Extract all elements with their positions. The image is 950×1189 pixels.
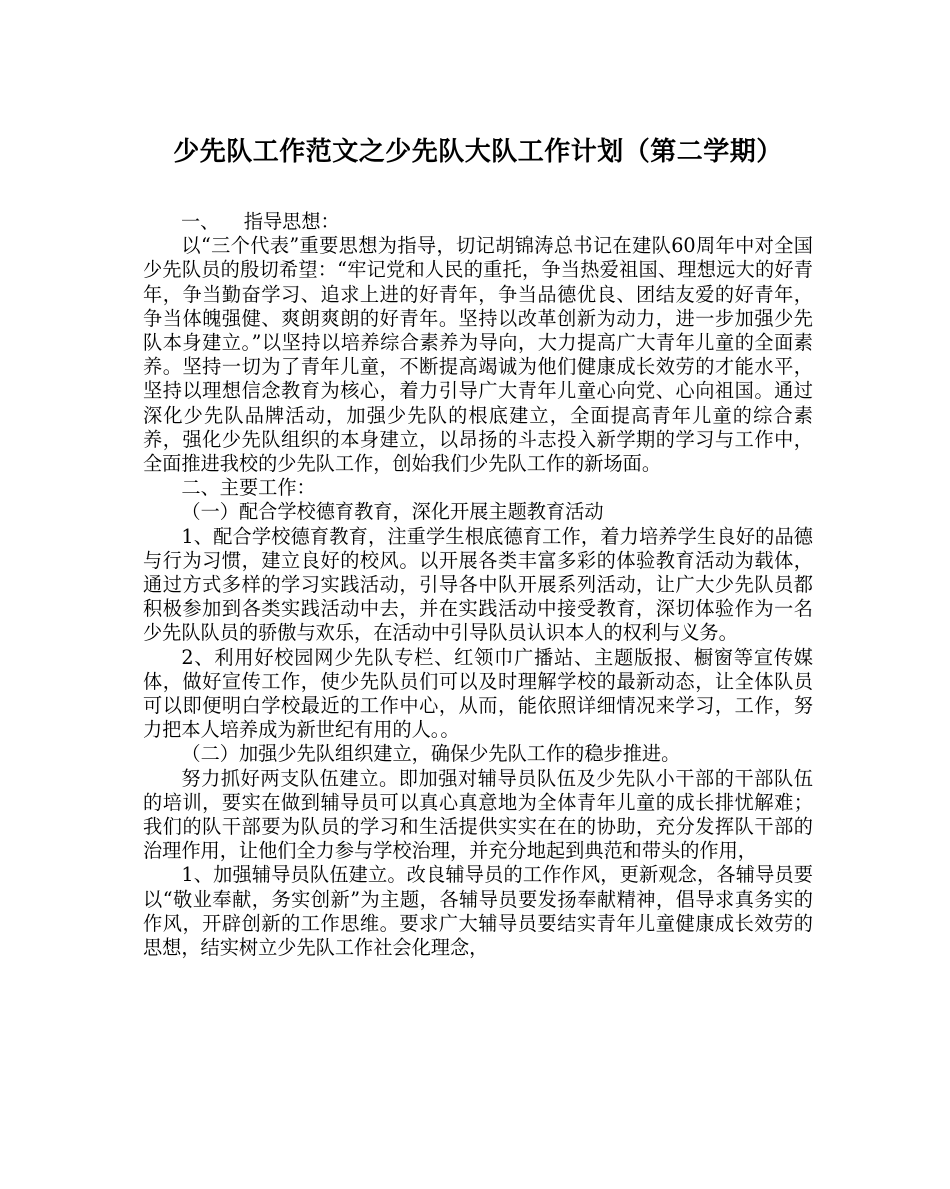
- paragraph-counselor-team: 1、加强辅导员队伍建立。改良辅导员的工作作风，更新观念，各辅导员要以“敬业奉献，务实创新”为主题，各辅导员要发扬奉献精神，倡导求真务实的作风，开辟创新的工作思维。要求广大辅导员要结实青年儿童健康成长效劳的思想，结实树立少先队工作社会化理念，: [143, 863, 813, 960]
- paragraph-item-2: 2、利用好校园网少先队专栏、红领巾广播站、主题版报、橱窗等宣传媒体，做好宣传工作，使少先队员们可以及时理解学校的最新动态，让全体队员可以即便明白学校最近的工作中心，从而，能依照详细情况来学习，工作，努力把本人培养成为新世纪有用的人。。: [143, 645, 813, 742]
- paragraph-two-teams: 努力抓好两支队伍建立。即加强对辅导员队伍及少先队小干部的干部队伍的培训，要实在做到辅导员可以真心真意地为全体青年儿童的成长排忧解难；我们的队干部要为队员的学习和生活提供实实在在的协助，充分发挥队干部的治理作用，让他们全力参与学校治理，并充分地起到典范和带头的作用，: [143, 766, 813, 863]
- subsection-heading-organization: （二）加强少先队组织建立，确保少先队工作的稳步推进。: [181, 742, 681, 766]
- paragraph-guiding-ideology: 以“三个代表”重要思想为指导，切记胡锦涛总书记在建队60周年中对全国少先队员的殷切希望：“牢记党和人民的重托，争当热爱祖国、理想远大的好青年，争当勤奋学习、追求上进的好青年，争当品德优良、团结友爱的好青年，争当体魄强健、爽朗爽朗的好青年。坚持以改革创新为动力，进一步加强少先队本身建立。”以坚持以培养综合素养为导向，大力提高广大青年儿童的全面素养。坚持一切为了青年儿童，不断提高竭诚为他们健康成长效劳的才能水平，坚持以理想信念教育为核心，着力引导广大青年儿童心向党、心向祖国。通过深化少先队品牌活动，加强少先队的根底建立，全面提高青年儿童的综合素养，强化少先队组织的本身建立，以昂扬的斗志投入新学期的学习与工作中，全面推进我校的少先队工作，创始我们少先队工作的新场面。: [143, 234, 813, 476]
- paragraph-item-1: 1、配合学校德育教育，注重学生根底德育工作，着力培养学生良好的品德与行为习惯，建立良好的校风。以开展各类丰富多彩的体验教育活动为载体，通过方式多样的学习实践活动，引导各中队开展系列活动，让广大少先队员都积极参加到各类实践活动中去，并在实践活动中接受教育，深切体验作为一名少先队队员的骄傲与欢乐，在活动中引导队员认识本人的权利与义务。: [143, 524, 813, 645]
- document-body: [143, 210, 813, 960]
- subsection-heading-moral-education: （一）配合学校德育教育，深化开展主题教育活动: [181, 500, 604, 524]
- section-heading-guiding-ideology: 一、 指导思想：: [181, 210, 340, 233]
- section-heading-main-work: 二、主要工作：: [181, 476, 316, 500]
- document-title: 少先队工作范文之少先队大队工作计划（第二学期）: [173, 137, 783, 167]
